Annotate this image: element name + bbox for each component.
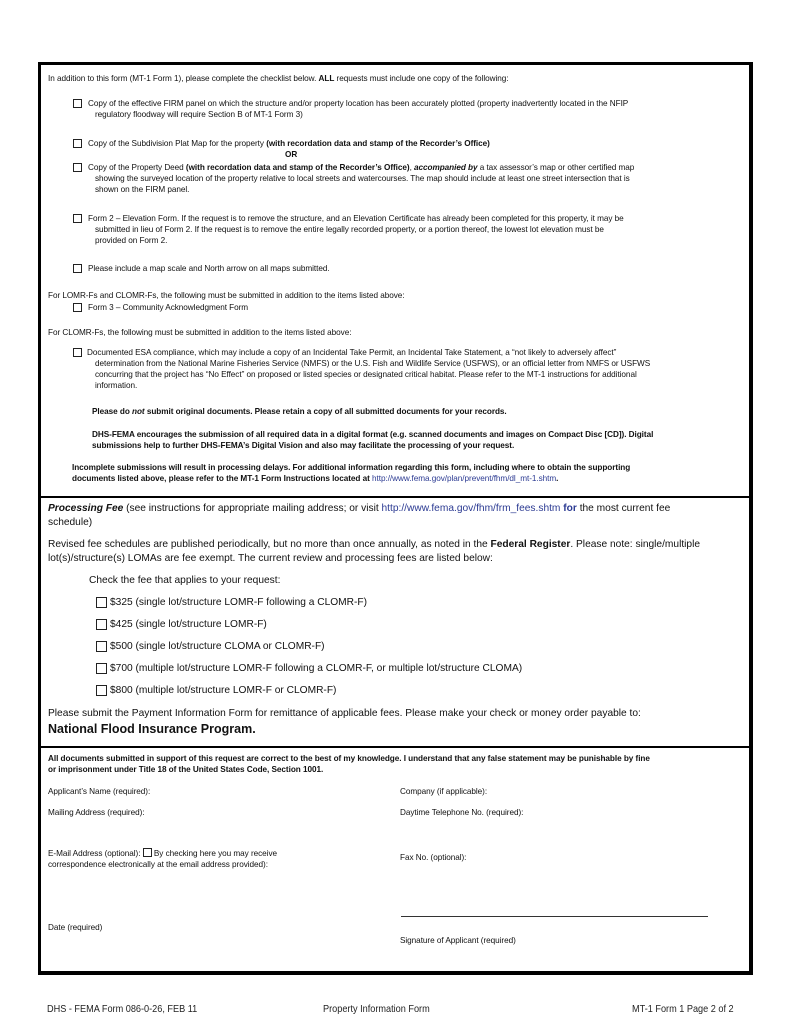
revised-post: . Please note: single/multiple bbox=[570, 539, 701, 550]
certification-line2: or imprisonment under Title 18 of the United States Code, Section 1001. bbox=[48, 765, 324, 774]
esa-line2: determination from the National Marine Fisheries Service (NMFS) or the U.S. Fish and Wildlife Service (USFWS), or an official letter from NMFS or USFWS bbox=[95, 359, 651, 368]
property-deed-checkbox[interactable] bbox=[73, 163, 82, 172]
federal-register: Federal Register bbox=[490, 539, 571, 550]
form-frame bbox=[38, 62, 753, 975]
elevation-form-checkbox[interactable] bbox=[73, 214, 82, 223]
elevation-form-line1: Form 2 – Elevation Form. If the request is to remove the structure, and an Elevation Certificate has already been completed for this property, it may be bbox=[88, 214, 624, 223]
processing-fee-section bbox=[41, 496, 749, 748]
deed-post: a tax assessor’s map or other certified map bbox=[477, 163, 635, 172]
deed-accompanied: accompanied by bbox=[414, 163, 478, 172]
elevation-form-line2: submitted in lieu of Form 2. If the request is to remove the entire legally recorded property, or a portion thereof, the lowest lot elevation must be bbox=[95, 225, 604, 234]
payee-name: National Flood Insurance Program. bbox=[48, 722, 256, 736]
originals-pre: Please do bbox=[92, 407, 133, 416]
footer-form-id: DHS - FEMA Form 086-0-26, FEB 11 bbox=[47, 1004, 198, 1015]
footer-page-info: MT-1 Form 1 Page 2 of 2 bbox=[632, 1004, 734, 1015]
company-label: Company (if applicable): bbox=[400, 787, 488, 796]
incomplete-text: documents listed above, please refer to the MT-1 Form Instructions located at bbox=[72, 474, 373, 483]
intro-text: In addition to this form (MT-1 Form 1), please complete the checklist below. bbox=[48, 74, 319, 83]
fee-option-500-label: $500 (single lot/structure CLOMA or CLOMR-F) bbox=[110, 641, 325, 652]
period: . bbox=[556, 474, 559, 483]
fee-option-700-label: $700 (multiple lot/structure LOMR-F following a CLOMR-F, or multiple lot/structure CLOMA) bbox=[110, 663, 523, 674]
fee-option-425-label: $425 (single lot/structure LOMR-F) bbox=[110, 619, 267, 630]
revised-text: Revised fee schedules are published periodically, but no more than once annually, as noted in the bbox=[48, 539, 491, 550]
digital-line2: submissions help to further DHS-FEMA’s Digital Vision and also may facilitate the processing of your request. bbox=[92, 441, 515, 450]
fee-option-800-checkbox[interactable] bbox=[96, 685, 107, 696]
footer-form-title: Property Information Form bbox=[323, 1004, 430, 1015]
plat-map-bold: (with recordation data and stamp of the Recorder’s Office) bbox=[266, 139, 490, 148]
firm-panel-line2: regulatory floodway will require Section B of MT-1 Form 3) bbox=[95, 110, 303, 119]
fee-option-500-checkbox[interactable] bbox=[96, 641, 107, 652]
fee-for: for bbox=[560, 503, 577, 514]
fee-intro-text: (see instructions for appropriate mailing address; or visit bbox=[123, 503, 382, 514]
checklist-section bbox=[41, 65, 749, 496]
fee-intro bbox=[48, 502, 670, 516]
esa-checkbox[interactable] bbox=[73, 348, 82, 357]
digital-line1: DHS-FEMA encourages the submission of all required data in a digital format (e.g. scanned documents and images on Compact Disc [CD]). Digital bbox=[92, 430, 654, 439]
certification-line1: All documents submitted in support of this request are correct to the best of my knowledge. I understand that any false statement may be punishable by fine bbox=[48, 754, 650, 763]
payment-text: Please submit the Payment Information Form for remittance of applicable fees. Please make your check or money order payable to: bbox=[48, 708, 641, 719]
fees-link[interactable]: http://www.fema.gov/fhm/frm_fees.shtm bbox=[381, 503, 561, 514]
deed-bold: (with recordation data and stamp of the Recorder’s Office) bbox=[185, 163, 410, 172]
checklist-intro bbox=[48, 73, 508, 84]
esa-line4: information. bbox=[95, 381, 138, 390]
property-deed-line3: shown on the FIRM panel. bbox=[95, 185, 190, 194]
map-scale-text: Please include a map scale and North arrow on all maps submitted. bbox=[88, 264, 330, 273]
form3-text: Form 3 – Community Acknowledgment Form bbox=[88, 303, 249, 312]
fee-option-325-checkbox[interactable] bbox=[96, 597, 107, 608]
certification-section bbox=[41, 746, 749, 971]
or-separator: OR bbox=[285, 150, 298, 159]
revised-line1 bbox=[48, 538, 700, 552]
form3-checkbox[interactable] bbox=[73, 303, 82, 312]
intro-text-end: requests must include one copy of the following: bbox=[334, 74, 509, 83]
firm-panel-checkbox[interactable] bbox=[73, 99, 82, 108]
property-deed-line1 bbox=[88, 162, 634, 173]
elevation-form-line3: provided on Form 2. bbox=[95, 236, 168, 245]
incomplete-line2 bbox=[72, 473, 558, 484]
plat-map-text bbox=[88, 138, 490, 149]
check-prompt: Check the fee that applies to your request: bbox=[89, 575, 281, 586]
map-scale-checkbox[interactable] bbox=[73, 264, 82, 273]
signature-label: Signature of Applicant (required) bbox=[400, 936, 516, 945]
revised-line2: lot(s)/structure(s) LOMAs are fee exempt. The current review and processing fees are listed below: bbox=[48, 553, 493, 564]
deed-comma: , bbox=[409, 163, 415, 172]
plat-map-label: Copy of the Subdivision Plat Map for the property bbox=[88, 139, 267, 148]
fee-intro-line2: schedule) bbox=[48, 517, 93, 528]
property-deed-line2: showing the surveyed location of the property relative to local streets and watercourses. The map should include at least one street intersection that is bbox=[95, 174, 630, 183]
fee-intro-end: the most current fee bbox=[576, 503, 671, 514]
deed-label: Copy of the Property Deed bbox=[88, 163, 186, 172]
intro-bold: ALL bbox=[318, 74, 335, 83]
email-label-text: E-Mail Address (optional): bbox=[48, 849, 143, 858]
fee-option-425-checkbox[interactable] bbox=[96, 619, 107, 630]
esa-line1: Documented ESA compliance, which may include a copy of an Incidental Take Permit, an Incidental Take Statement, a “not likely to adversely affect” bbox=[87, 348, 617, 357]
firm-panel-line1: Copy of the effective FIRM panel on which the structure and/or property location has been accurately plotted (property inadvertently located in the NFIP bbox=[88, 99, 629, 108]
applicant-name-label: Applicant’s Name (required): bbox=[48, 787, 151, 796]
daytime-phone-label: Daytime Telephone No. (required): bbox=[400, 808, 524, 817]
fee-option-800-label: $800 (multiple lot/structure LOMR-F or CLOMR-F) bbox=[110, 685, 337, 696]
instructions-link[interactable]: http://www.fema.gov/plan/prevent/fhm/dl_mt-1.shtm bbox=[372, 474, 557, 483]
fee-heading: Processing Fee bbox=[48, 503, 124, 514]
fee-option-700-checkbox[interactable] bbox=[96, 663, 107, 674]
fax-label: Fax No. (optional): bbox=[400, 853, 467, 862]
esa-line3: concurring that the project has “No Effect” on proposed or listed species or designated critical habitat. Please refer to the MT-1 instructions for additional bbox=[95, 370, 637, 379]
email-opt-in-text: By checking here you may receive bbox=[151, 849, 277, 858]
email-label bbox=[48, 848, 277, 859]
email-opt-in-checkbox[interactable] bbox=[143, 848, 152, 857]
originals-post: submit original documents. Please retain a copy of all submitted documents for your records. bbox=[144, 407, 507, 416]
lomr-intro: For LOMR-Fs and CLOMR-Fs, the following must be submitted in addition to the items listed above: bbox=[48, 291, 405, 300]
date-label: Date (required) bbox=[48, 923, 103, 932]
clomr-intro: For CLOMR-Fs, the following must be submitted in addition to the items listed above: bbox=[48, 328, 352, 337]
signature-line[interactable] bbox=[401, 916, 708, 917]
incomplete-line1: Incomplete submissions will result in processing delays. For additional information regarding this form, including where to obtain the supporting bbox=[72, 463, 631, 472]
plat-map-checkbox[interactable] bbox=[73, 139, 82, 148]
mailing-address-label: Mailing Address (required): bbox=[48, 808, 145, 817]
fee-option-325-label: $325 (single lot/structure LOMR-F following a CLOMR-F) bbox=[110, 597, 368, 608]
originals-not: not bbox=[132, 407, 145, 416]
originals-notice bbox=[92, 406, 507, 417]
email-line2: correspondence electronically at the email address provided): bbox=[48, 860, 268, 869]
